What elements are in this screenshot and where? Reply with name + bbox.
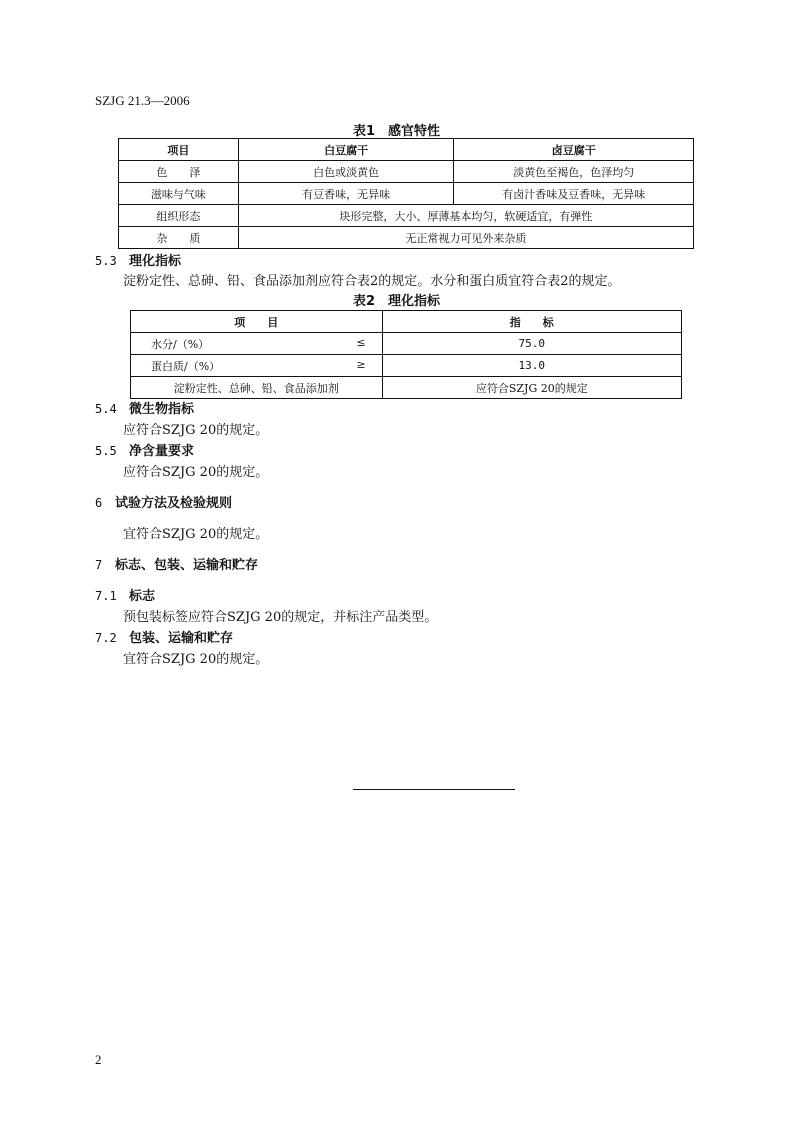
- end-rule: [353, 789, 515, 790]
- row-label: [131, 333, 383, 355]
- table-header-row: [131, 311, 682, 333]
- section-text: 应符合SZJG 20的规定。: [123, 465, 269, 480]
- comparison-operator: ≤: [356, 335, 366, 349]
- section-title: 标志: [129, 589, 156, 604]
- section-title: 微生物指标: [129, 402, 195, 417]
- section-heading: [95, 492, 232, 511]
- section-number: 5.4: [95, 402, 117, 416]
- table-row: [131, 355, 682, 377]
- section-title: 试验方法及检验规则: [115, 496, 233, 511]
- section-text: 宜符合SZJG 20的规定。: [123, 527, 269, 542]
- section-text: 预包装标签应符合SZJG 20的规定，并标注产品类型。: [123, 610, 438, 625]
- section-title: 标志、包装、运输和贮存: [115, 558, 259, 573]
- table-cell: 有豆香味，无异味: [238, 183, 454, 205]
- section-heading: [95, 585, 155, 604]
- header-cell: 白豆腐干: [238, 139, 454, 161]
- table-row: [119, 205, 694, 227]
- section-text: 淀粉定性、总砷、铅、食品添加剂应符合表2的规定。水分和蛋白质宜符合表2的规定。: [123, 274, 621, 289]
- row-label: 滋味与气味: [119, 183, 239, 205]
- comparison-operator: ≥: [356, 357, 366, 371]
- table-cell: 13.0: [382, 355, 681, 377]
- item-name: 水分/（%）: [151, 337, 210, 351]
- table-cell: 淡黄色至褐色，色泽均匀: [454, 161, 694, 183]
- table-row: [131, 333, 682, 355]
- row-label: [131, 355, 383, 377]
- section-heading: [95, 440, 194, 459]
- table1-caption: 表1 感官特性: [352, 124, 441, 139]
- row-label: 淀粉定性、总砷、铅、食品添加剂: [131, 377, 383, 399]
- document-id: SZJG 21.3—2006: [95, 93, 190, 108]
- section-heading: [95, 398, 194, 417]
- row-label: 杂 质: [119, 227, 239, 249]
- row-label: 组织形态: [119, 205, 239, 227]
- page-number: 2: [95, 1052, 102, 1067]
- sensory-table: [118, 138, 694, 249]
- section-heading: [95, 627, 233, 646]
- table-row: [119, 183, 694, 205]
- header-cell: 项目: [119, 139, 239, 161]
- header-cell: 指 标: [382, 311, 681, 333]
- table-cell: 块形完整，大小、厚薄基本均匀，软硬适宜，有弹性: [238, 205, 693, 227]
- section-number: 6: [95, 496, 103, 510]
- item-name: 蛋白质/（%）: [151, 359, 221, 373]
- table2-caption: 表2 理化指标: [352, 294, 441, 309]
- table-cell: 应符合SZJG 20的规定: [382, 377, 681, 399]
- section-title: 净含量要求: [129, 444, 195, 459]
- section-number: 7.1: [95, 589, 117, 603]
- table-row: [119, 161, 694, 183]
- header-cell: 卤豆腐干: [454, 139, 694, 161]
- table-row: [119, 227, 694, 249]
- section-heading: [95, 554, 258, 573]
- section-number: 5.5: [95, 444, 117, 458]
- table-cell: 白色或淡黄色: [238, 161, 454, 183]
- table-cell: 75.0: [382, 333, 681, 355]
- section-title: 包装、运输和贮存: [129, 631, 234, 646]
- table-cell: 无正常视力可见外来杂质: [238, 227, 693, 249]
- table-cell: 有卤汁香味及豆香味，无异味: [454, 183, 694, 205]
- section-text: 应符合SZJG 20的规定。: [123, 423, 269, 438]
- table-row: [131, 377, 682, 399]
- section-text: 宜符合SZJG 20的规定。: [123, 652, 269, 667]
- physicochemical-table: [130, 310, 682, 399]
- section-title: 理化指标: [129, 254, 182, 269]
- section-number: 7.2: [95, 631, 117, 645]
- section-number: 7: [95, 558, 103, 572]
- header-cell: 项 目: [131, 311, 383, 333]
- section-heading: [95, 250, 181, 269]
- table-header-row: [119, 139, 694, 161]
- row-label: 色 泽: [119, 161, 239, 183]
- section-number: 5.3: [95, 254, 117, 268]
